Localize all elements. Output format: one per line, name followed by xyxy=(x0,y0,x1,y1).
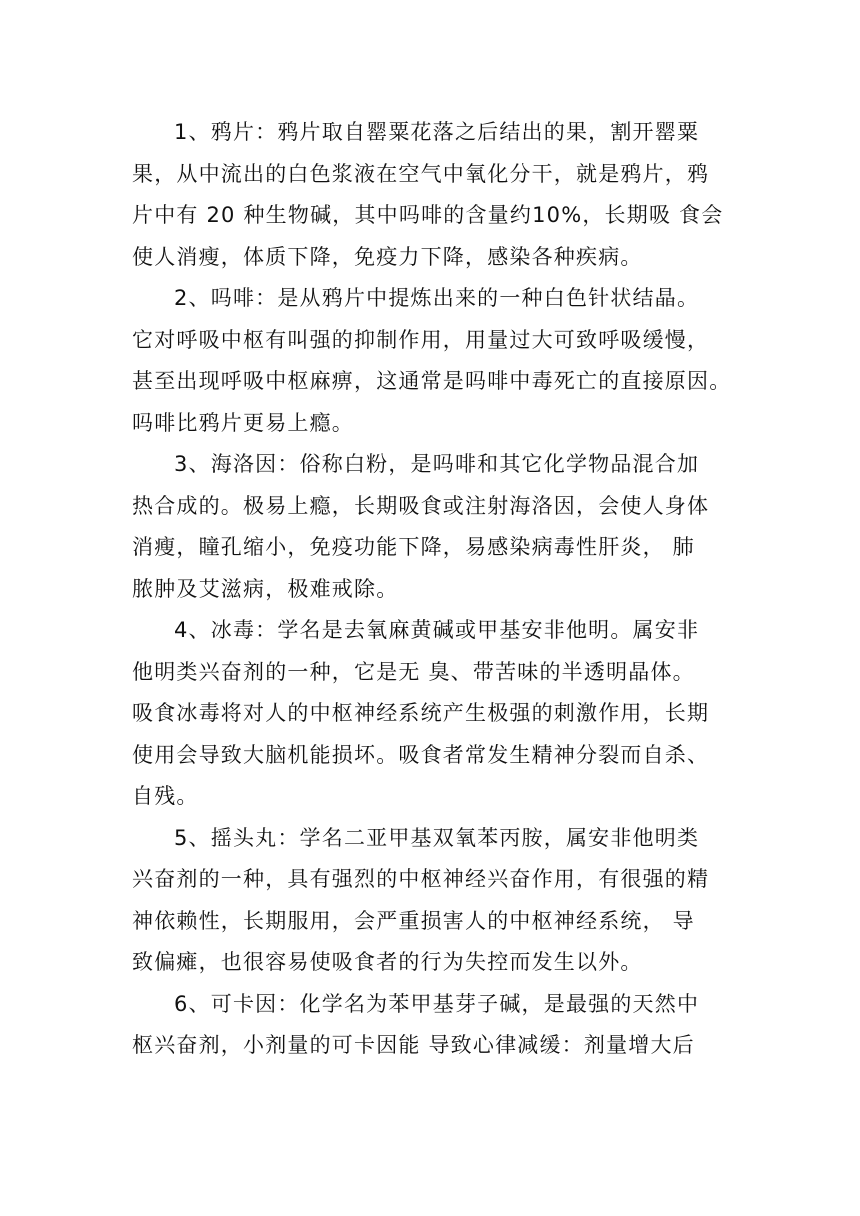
paragraph-line: 4、冰毒：学名是去氧麻黄碱或甲基安非他明。属安非 xyxy=(174,618,700,642)
paragraph-heroin xyxy=(132,444,732,610)
paragraph-line: 甚至出现呼吸中枢麻痹，这通常是吗啡中毒死亡的直接原因。 xyxy=(132,369,732,393)
paragraph-line: 1、鸦片：鸦片取自罂粟花落之后结出的果，割开罂粟 xyxy=(174,120,700,144)
paragraph-line: 吗啡比鸦片更易上瘾。 xyxy=(132,410,354,435)
paragraph-line: 消瘦，瞳孔缩小，免疫功能下降，易感染病毒性肝炎， 肺 xyxy=(132,535,695,559)
paragraph-line: 使人消瘦，体质下降，免疫力下降，感染各种疾病。 xyxy=(132,244,643,269)
paragraph-ecstasy xyxy=(132,818,732,984)
paragraph-line: 他明类兴奋剂的一种，它是无 臭、带苦味的半透明晶体。 xyxy=(132,659,695,684)
paragraph-line: 吸食冰毒将对人的中枢神经系统产生极强的刺激作用，长期 xyxy=(132,701,710,725)
paragraph-morphine xyxy=(132,278,732,444)
paragraph-line: 使用会导致大脑机能损坏。吸食者常发生精神分裂而自杀、 xyxy=(132,742,710,767)
paragraph-line: 脓肿及艾滋病，极难戒除。 xyxy=(132,576,399,601)
paragraph-line: 片中有 20 种生物碱，其中吗啡的含量约10%，长期吸 食会 xyxy=(132,203,724,227)
paragraph-line: 热合成的。极易上瘾，长期吸食或注射海洛因，会使人身体 xyxy=(132,493,710,518)
paragraph-opium xyxy=(132,112,732,278)
paragraph-line: 自残。 xyxy=(132,784,199,808)
paragraph-ice xyxy=(132,610,732,818)
paragraph-line: 6、可卡因：化学名为苯甲基芽子碱，是最强的天然中 xyxy=(174,991,700,1016)
paragraph-line: 致偏瘫，也很容易使吸食者的行为失控而发生以外。 xyxy=(132,950,643,974)
paragraph-line: 5、摇头丸：学名二亚甲基双氧苯丙胺，属安非他明类 xyxy=(174,825,700,850)
paragraph-line: 它对呼吸中枢有叫强的抑制作用，用量过大可致呼吸缓慢， xyxy=(132,327,710,352)
paragraph-cocaine xyxy=(132,984,732,1067)
paragraph-line: 兴奋剂的一种，具有强烈的中枢神经兴奋作用，有很强的精 xyxy=(132,867,710,891)
paragraph-line: 果，从中流出的白色浆液在空气中氧化分干，就是鸦片，鸦 xyxy=(132,161,710,186)
paragraph-line: 神依赖性，长期服用，会严重损害人的中枢神经系统， 导 xyxy=(132,908,695,933)
paragraph-line: 3、海洛因：俗称白粉，是吗啡和其它化学物品混合加 xyxy=(174,452,700,476)
paragraph-line: 枢兴奋剂，小剂量的可卡因能 导致心律减缓：剂量增大后 xyxy=(132,1033,695,1057)
paragraph-line: 2、吗啡：是从鸦片中提炼出来的一种白色针状结晶。 xyxy=(174,286,700,310)
document-body xyxy=(132,112,732,1067)
